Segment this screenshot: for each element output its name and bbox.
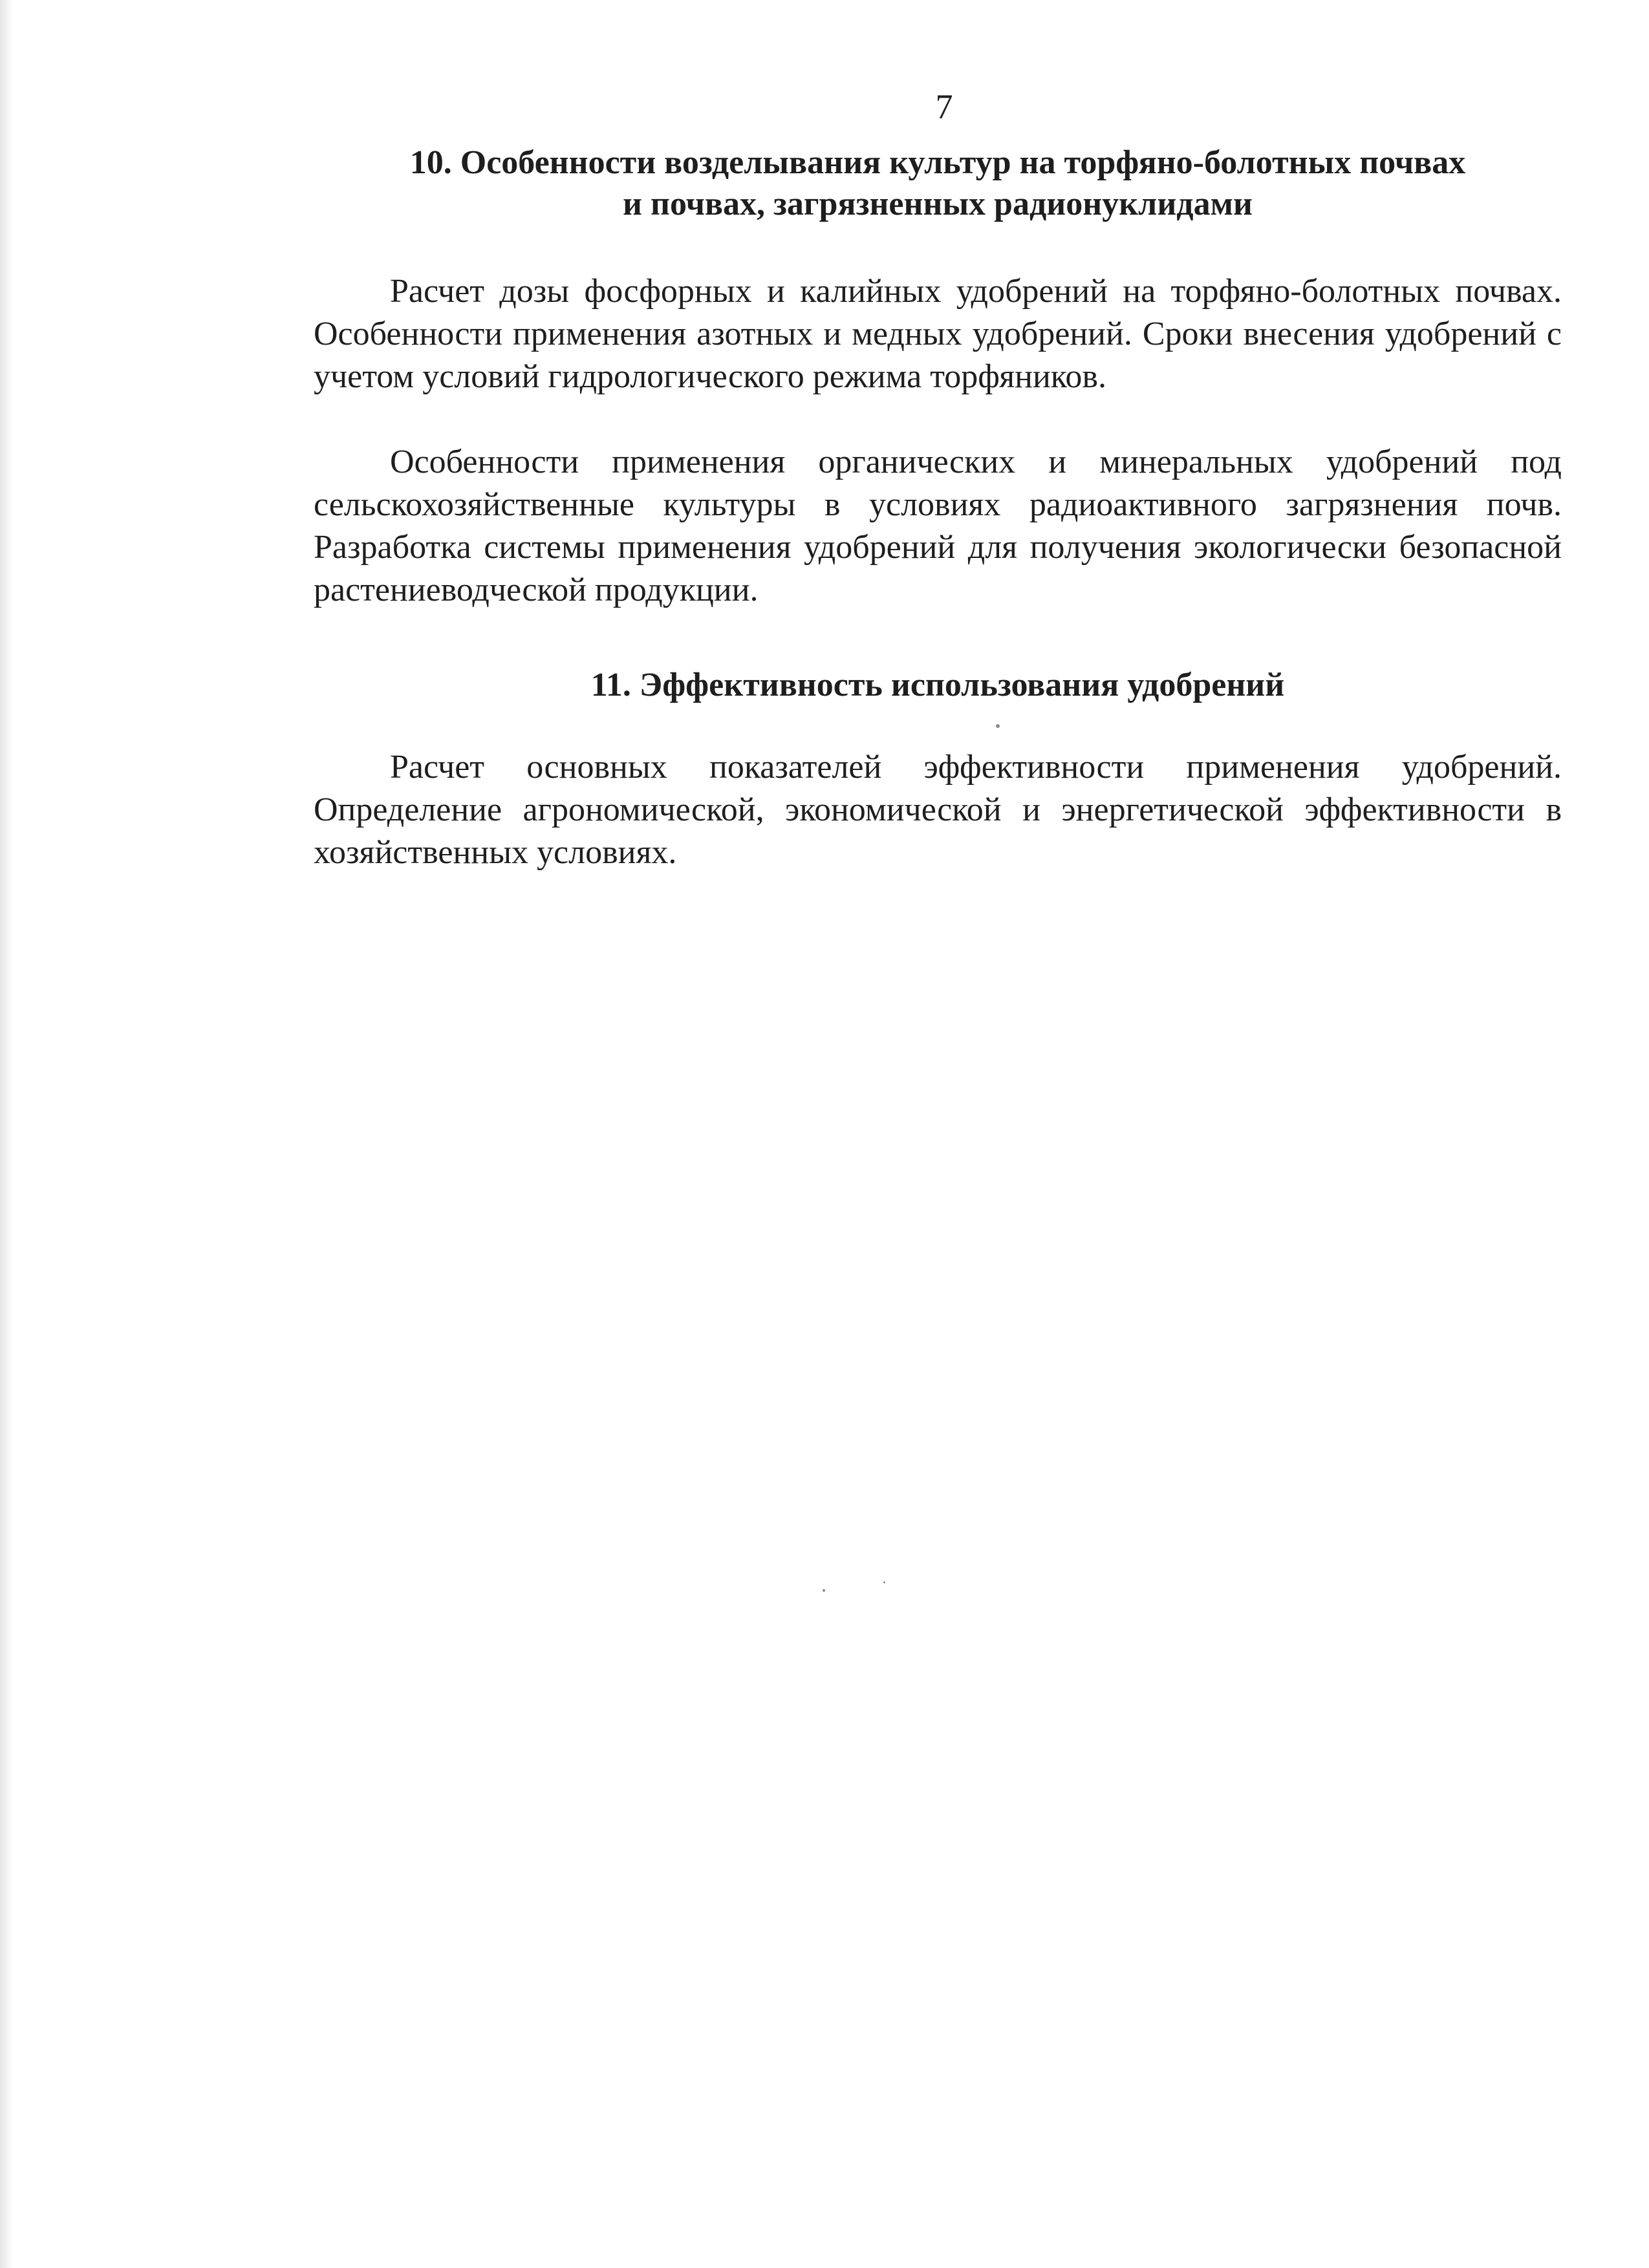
section-10-heading-line-1: 10. Особенности возделывания культур на торфяно-болотных почвах	[409, 144, 1466, 181]
section-11-heading: 11. Эффективность использования удобрений	[590, 667, 1285, 703]
page-number: 7	[935, 87, 953, 126]
scan-speck	[883, 1581, 885, 1583]
section-10-paragraph-1: Расчет дозы фосфорных и калийных удобрений на торфяно-болотных почвах. Особенности применения азотных и медных удобрений. Сроки внесения удобрений с учетом условий гидрологического режима торфяников.	[314, 273, 1562, 395]
section-10-heading-line-2: и почвах, загрязненных радионуклидами	[623, 186, 1253, 222]
scan-speck	[823, 1589, 825, 1592]
section-10-heading	[314, 142, 1562, 225]
scan-edge-shadow	[0, 0, 13, 2268]
section-10-paragraph-2: Особенности применения органических и минеральных удобрений под сельскохозяйственные культуры в условиях радиоактивного загрязнения почв. Разработка системы применения удобрений для получения экологически безопасной растениеводческой продукции.	[314, 444, 1562, 608]
section-11-paragraph-1: Расчет основных показателей эффективности применения удобрений. Определение агрономической, экономической и энергетической эффективности в хозяйственных условиях.	[314, 749, 1562, 871]
scan-speck	[996, 724, 1000, 728]
